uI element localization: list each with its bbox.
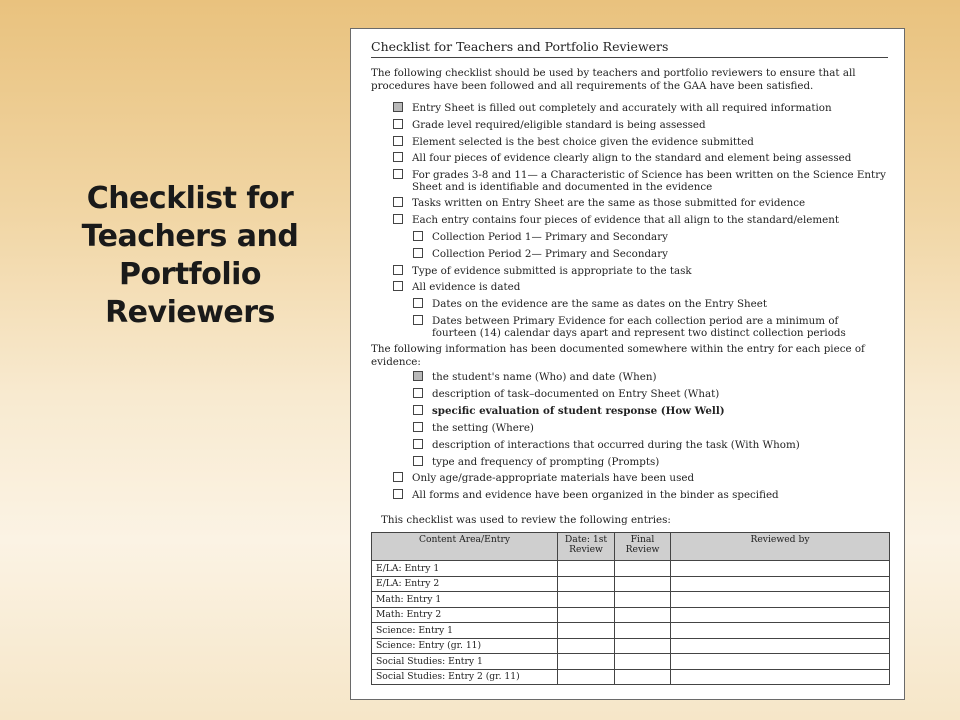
entry-cell: E/LA: Entry 1 <box>372 561 558 577</box>
checkbox[interactable] <box>413 371 423 381</box>
date-cell[interactable] <box>558 561 615 577</box>
reviewer-cell[interactable] <box>671 607 890 623</box>
column-header: Final Review <box>615 533 671 561</box>
evidence-item <box>413 439 886 451</box>
checklist-item-label: the setting (Where) <box>432 422 534 434</box>
checklist-item-label: Grade level required/eligible standard is being assessed <box>412 119 706 131</box>
date-cell[interactable] <box>558 638 615 654</box>
checklist-document <box>350 28 905 700</box>
checkbox[interactable] <box>393 102 403 112</box>
checkbox[interactable] <box>413 315 423 325</box>
table-row <box>372 576 890 592</box>
checklist-item-label: Each entry contains four pieces of evidence that all align to the standard/element <box>412 214 840 226</box>
checkbox[interactable] <box>413 231 423 241</box>
evidence-item <box>413 456 886 468</box>
entry-cell: Math: Entry 2 <box>372 607 558 623</box>
column-header: Date: 1st Review <box>558 533 615 561</box>
slide-title <box>60 180 320 332</box>
checklist-item-label: Collection Period 1— Primary and Secondary <box>432 231 668 243</box>
checklist-item-label: All four pieces of evidence clearly align to the standard and element being assessed <box>412 152 852 164</box>
table-row <box>372 638 890 654</box>
entry-cell: Math: Entry 1 <box>372 592 558 608</box>
entry-cell: Social Studies: Entry 2 (gr. 11) <box>372 669 558 685</box>
reviewer-cell[interactable] <box>671 623 890 639</box>
checkbox[interactable] <box>393 489 403 499</box>
final-cell[interactable] <box>615 561 671 577</box>
table-row <box>372 607 890 623</box>
document-title: Checklist for Teachers and Portfolio Reviewers <box>371 39 888 58</box>
checklist-item-label: description of task–documented on Entry Sheet (What) <box>432 388 720 400</box>
table-intro: This checklist was used to review the following entries: <box>381 514 671 526</box>
evidence-item <box>413 371 886 383</box>
checklist-item-label: Dates between Primary Evidence for each collection period are a minimum of fourteen (14) calendar days apart and represent two distinct collection periods <box>432 315 846 339</box>
final-cell[interactable] <box>615 607 671 623</box>
final-cell[interactable] <box>615 576 671 592</box>
checklist-item <box>393 489 886 501</box>
evidence-item <box>413 405 886 417</box>
checkbox[interactable] <box>393 119 403 129</box>
checklist-item-label: Entry Sheet is filled out completely and accurately with all required information <box>412 102 832 114</box>
checkbox[interactable] <box>413 298 423 308</box>
checklist-item <box>393 197 886 209</box>
checklist-item-label: type and frequency of prompting (Prompts) <box>432 456 660 468</box>
date-cell[interactable] <box>558 669 615 685</box>
slide-title-line: Reviewers <box>105 295 275 331</box>
checkbox[interactable] <box>393 197 403 207</box>
checklist-item-label: the student's name (Who) and date (When) <box>432 371 657 383</box>
checklist-item <box>393 136 886 148</box>
slide-title-line: Portfolio <box>118 257 262 293</box>
checklist-subitem <box>413 248 886 260</box>
slide-title-line: Teachers and <box>81 219 299 255</box>
table-row <box>372 623 890 639</box>
checklist-subitem <box>413 298 886 310</box>
checklist-subitem <box>413 315 886 339</box>
reviewer-cell[interactable] <box>671 592 890 608</box>
entry-cell: Science: Entry (gr. 11) <box>372 638 558 654</box>
reviewer-cell[interactable] <box>671 561 890 577</box>
evidence-item <box>413 388 886 400</box>
checklist-item-label: Collection Period 2— Primary and Secondary <box>432 248 668 260</box>
checklist-item <box>393 169 886 193</box>
date-cell[interactable] <box>558 623 615 639</box>
checkbox[interactable] <box>413 248 423 258</box>
checklist-item-label: Type of evidence submitted is appropriate to the task <box>412 265 692 277</box>
checkbox[interactable] <box>393 472 403 482</box>
checklist-item-label: description of interactions that occurred during the task (With Whom) <box>432 439 800 451</box>
review-table <box>371 532 890 685</box>
date-cell[interactable] <box>558 576 615 592</box>
column-header: Reviewed by <box>671 533 890 561</box>
checkbox[interactable] <box>393 169 403 179</box>
checklist-item <box>393 214 886 226</box>
checklist-item-label: All evidence is dated <box>412 281 521 293</box>
entry-cell: Science: Entry 1 <box>372 623 558 639</box>
slide-title-line: Checklist for <box>86 181 294 216</box>
checkbox[interactable] <box>393 136 403 146</box>
checklist-item <box>393 102 886 114</box>
checklist-subitem <box>413 231 886 243</box>
date-cell[interactable] <box>558 592 615 608</box>
table-row <box>372 654 890 670</box>
checklist-item-label: specific evaluation of student response (How Well) <box>432 405 725 417</box>
checkbox[interactable] <box>393 152 403 162</box>
checkbox[interactable] <box>393 265 403 275</box>
evidence-item <box>413 422 886 434</box>
reviewer-cell[interactable] <box>671 576 890 592</box>
checklist-item <box>393 152 886 164</box>
checkbox[interactable] <box>413 439 423 449</box>
checklist-item-label: Only age/grade-appropriate materials have been used <box>412 472 695 484</box>
final-cell[interactable] <box>615 638 671 654</box>
checklist-item-label: Dates on the evidence are the same as dates on the Entry Sheet <box>432 298 767 310</box>
checklist-item <box>393 472 886 484</box>
checkbox[interactable] <box>393 281 403 291</box>
final-cell[interactable] <box>615 592 671 608</box>
table-row <box>372 561 890 577</box>
checkbox[interactable] <box>393 214 403 224</box>
checklist-item-label: Element selected is the best choice given the evidence submitted <box>412 136 754 148</box>
checklist-item <box>393 265 886 277</box>
evidence-intro: The following information has been documented somewhere within the entry for each piece of evidence: <box>371 343 865 368</box>
reviewer-cell[interactable] <box>671 654 890 670</box>
checkbox[interactable] <box>413 456 423 466</box>
entry-cell: E/LA: Entry 2 <box>372 576 558 592</box>
column-header: Content Area/Entry <box>372 533 558 561</box>
checklist-item <box>393 119 886 131</box>
checkbox[interactable] <box>413 405 423 415</box>
checkbox[interactable] <box>413 422 423 432</box>
table-row <box>372 669 890 685</box>
checkbox[interactable] <box>413 388 423 398</box>
checklist-item-label: Tasks written on Entry Sheet are the same as those submitted for evidence <box>412 197 806 209</box>
reviewer-cell[interactable] <box>671 638 890 654</box>
final-cell[interactable] <box>615 669 671 685</box>
checklist-item-label: All forms and evidence have been organized in the binder as specified <box>412 489 779 501</box>
document-intro: The following checklist should be used by teachers and portfolio reviewers to ensure that all procedures have been followed and all requirements of the GAA have been satisfied. <box>371 67 856 92</box>
date-cell[interactable] <box>558 607 615 623</box>
checklist-item-label: For grades 3-8 and 11— a Characteristic of Science has been written on the Science Entry Sheet and is identifiable and documented in the evidence <box>412 169 886 193</box>
date-cell[interactable] <box>558 654 615 670</box>
reviewer-cell[interactable] <box>671 669 890 685</box>
final-cell[interactable] <box>615 654 671 670</box>
table-header-row <box>372 533 890 561</box>
checklist-item <box>393 281 886 293</box>
entry-cell: Social Studies: Entry 1 <box>372 654 558 670</box>
final-cell[interactable] <box>615 623 671 639</box>
table-row <box>372 592 890 608</box>
